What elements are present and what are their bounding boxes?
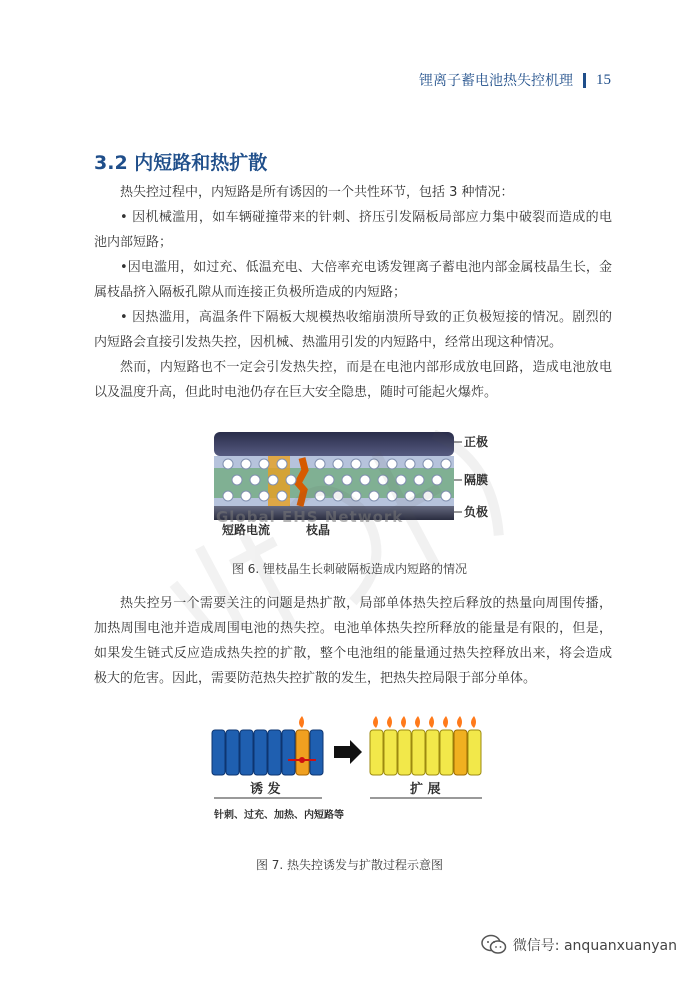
bullet-thermal: • 因热滥用，高温条件下隔板大规模热收缩崩溃所导致的正负极短接的情况。剧烈的内短路会直接引发热失控，因机械、热滥用引发的内短路中，经常出现这种情况。 (94, 310, 612, 350)
label-causes: 针刺、过充、加热、内短路等 (214, 810, 344, 821)
wechat-icon (481, 934, 507, 956)
label-trigger: 诱 发 (250, 782, 281, 797)
label-spread: 扩 展 (410, 782, 441, 797)
spread-flames-icon (373, 716, 476, 728)
running-header (419, 70, 611, 90)
trigger-cells (212, 730, 323, 775)
label-positive: 正极 (464, 435, 489, 449)
figure-7-caption: 图 7. 热失控诱发与扩散过程示意图 (255, 858, 444, 872)
figure-6-caption: 图 6. 锂枝晶生长刺破隔板造成内短路的情况 (231, 562, 468, 576)
label-short-current: 短路电流 (222, 523, 271, 537)
paragraph-thermal-spread: 热失控另一个需要关注的问题是热扩散，局部单体热失控后释放的热量向周围传播，加热周围电池并造成周围电池的热失控。电池单体热失控所释放的能量是有限的，但是，如果发生链式反应造成热失控的扩散，整个电池组的能量通过热失控释放出来，将会造成极大的危害。因此，需要防范热失控扩散的发生，把热失控局限于部分单体。 (94, 596, 612, 686)
bullet-mechanical: • 因机械滥用，如车辆碰撞带来的针刺、挤压引发隔板局部应力集中破裂而造成的电池内部短路； (94, 210, 612, 250)
label-separator: 隔膜 (464, 473, 489, 487)
bullet-electrical: •因电滥用，如过充、低温充电、大倍率充电诱发锂离子蓄电池内部金属枝晶生长，金属枝晶挤入隔板孔隙从而连接正负极所造成的内短路； (94, 260, 612, 300)
propagation-arrow-icon (334, 740, 362, 764)
section-title: 3.2 内短路和热扩散 (94, 152, 268, 174)
flame-icon (299, 716, 304, 728)
paragraph-however: 然而，内短路也不一定会引发热失控，而是在电池内部形成放电回路，造成电池放电以及温度升高，但此时电池仍存在巨大安全隐患，随时可能起火爆炸。 (94, 360, 612, 400)
wechat-label: 微信号: anquanxuanyan (512, 938, 677, 954)
wechat-footer (481, 934, 677, 956)
paragraph-intro: 热失控过程中，内短路是所有诱因的一个共性环节，包括 3 种情况： (120, 185, 514, 200)
figure-6-short-circuit-diagram (210, 428, 500, 538)
figure-watermark-text: Global EHS Network (216, 508, 404, 526)
spread-cells (370, 730, 481, 775)
positive-electrode (214, 432, 454, 456)
label-negative: 负极 (464, 505, 489, 519)
page-number: 15 (596, 71, 611, 88)
label-dendrite: 枝晶 (306, 523, 331, 537)
header-divider (583, 73, 586, 88)
header-title: 锂离子蓄电池热失控机理 (419, 73, 573, 89)
figure-7-propagation-diagram (210, 710, 500, 825)
